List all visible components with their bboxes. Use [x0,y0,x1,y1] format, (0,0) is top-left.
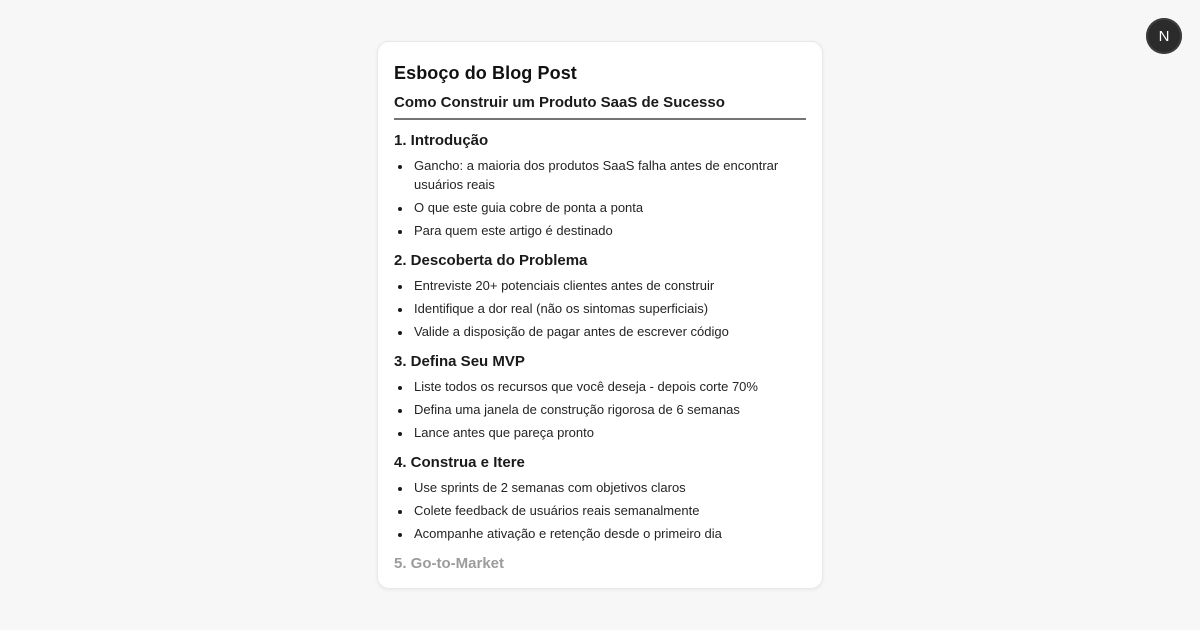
section-heading-construa-e-itere: 4. Construa e Itere [394,454,525,471]
list-item: • Entreviste 20+ potenciais clientes antes de construir [412,276,806,295]
list-item: • Valide a disposição de pagar antes de escrever código [412,322,806,341]
list-item: • Liste todos os recursos que você deseja - depois corte 70% [412,377,806,396]
list-item: • Defina uma janela de construção rigorosa de 6 semanas [412,400,806,419]
header-divider [394,118,806,120]
page-title: Esboço do Blog Post [394,63,577,83]
section-heading-go-to-market: 5. Go-to-Market [394,555,505,572]
avatar [1146,18,1182,54]
blog-outline-card [377,41,823,589]
list-item: • Identifique a dor real (não os sintomas superficiais) [412,299,806,318]
section-heading-defina-seu-mvp: 3. Defina Seu MVP [394,353,525,370]
list-item: • Colete feedback de usuários reais semanalmente [412,501,806,520]
section-bullets [394,156,806,240]
section-bullets [394,478,806,543]
list-item: • Use sprints de 2 semanas com objetivos claros [412,478,806,497]
section-heading-descoberta-do-problema: 2. Descoberta do Problema [394,252,588,269]
section-bullets [394,377,806,442]
avatar-initial: N [1158,27,1170,45]
section-heading-introducao: 1. Introdução [394,132,489,149]
list-item: • Para quem este artigo é destinado [412,221,806,240]
list-item: • Lance antes que pareça pronto [412,423,806,442]
list-item: • O que este guia cobre de ponta a ponta [412,198,806,217]
section-bullets [394,276,806,341]
list-item: • Gancho: a maioria dos produtos SaaS falha antes de encontrar usuários reais [412,156,806,194]
post-subtitle: Como Construir um Produto SaaS de Sucesso [394,94,725,111]
list-item: • Acompanhe ativação e retenção desde o primeiro dia [412,524,806,543]
